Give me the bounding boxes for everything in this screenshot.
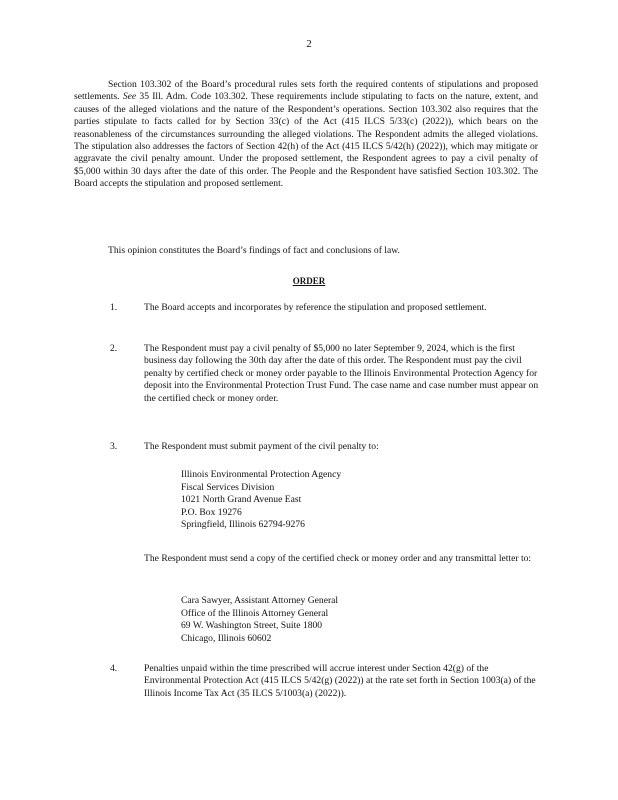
stipulation-paragraph <box>74 79 538 191</box>
address-line: Illinois Environmental Protection Agency <box>181 469 342 480</box>
address-line: Office of the Illinois Attorney General <box>181 607 329 619</box>
address-line: 1021 North Grand Avenue East <box>181 494 302 506</box>
order-item-text: Penalties unpaid within the time prescribed will accrue interest under Section 42(g) of the Environmental Protection Act (415 ILCS 5/42(g) (2022)) at the rate set forth in Section 1003(a) of the Illinois Income Tax Act (35 ILCS 5/1003(a) (2022)). <box>144 663 536 699</box>
order-item-number: 2. <box>110 343 118 354</box>
address-line: Fiscal Services Division <box>181 481 275 493</box>
agency-address <box>181 469 341 532</box>
page-number: 2 <box>306 38 312 50</box>
order-item-number: 4. <box>110 663 118 674</box>
address-line: Cara Sawyer, Assistant Attorney General <box>181 595 339 606</box>
copy-instruction: The Respondent must send a copy of the certified check or money order and any transmittal letter to: <box>144 553 532 564</box>
attorney-address <box>181 595 338 645</box>
address-line: Chicago, Illinois 60602 <box>181 632 272 644</box>
citation-signal: See <box>122 91 137 103</box>
address-line: Springfield, Illinois 62794-9276 <box>181 519 305 531</box>
order-item-number: 1. <box>110 302 118 313</box>
order-item-text: The Respondent must submit payment of the civil penalty to: <box>144 441 379 452</box>
stipulation-text-b: 35 Ill. Adm. Code 103.302. These requirements include stipulating to facts on the nature, extent, and causes of the alleged violations and the nature of the Respondent’s operations. Section 103.302 also requires that the parties stipulate to facts called for by Section 33(c) of the Act (415 ILCS 5/33(c) (2022)), which bears on the reasonableness of the circumstances surrounding the alleged violations. The Respondent admits the alleged violations. The stipulation also addresses the factors of Section 42(h) of the Act (415 ILCS 5/42(h) (2022)), which may mitigate or aggravate the civil penalty amount. Under the proposed settlement, the Respondent agrees to pay a civil penalty of $5,000 within 30 days after the date of this order. The People and the Respondent have satisfied Section 103.302. The Board accepts the stipulation and proposed settlement. <box>74 91 538 190</box>
order-item-text: The Board accepts and incorporates by reference the stipulation and proposed settlement. <box>144 302 487 313</box>
findings-paragraph: This opinion constitutes the Board’s findings of fact and conclusions of law. <box>108 245 400 256</box>
address-line: P.O. Box 19276 <box>181 506 242 518</box>
stipulation-text-a: Section 103.302 of the Board’s procedural rules sets forth the required contents of stipulations and proposed settlements. <box>74 79 538 103</box>
order-heading: ORDER <box>292 276 326 286</box>
order-item-text: The Respondent must pay a civil penalty of $5,000 no later September 9, 2024, which is the first business day following the 30th day after the date of this order. The Respondent must pay the civil penalty by certified check or money order payable to the Illinois Environmental Protection Agency for deposit into the Environmental Protection Trust Fund. The case name and case number must appear on the certified check or money order. <box>144 343 539 404</box>
address-line: 69 W. Washington Street, Suite 1800 <box>181 620 323 632</box>
order-item-number: 3. <box>110 441 118 452</box>
